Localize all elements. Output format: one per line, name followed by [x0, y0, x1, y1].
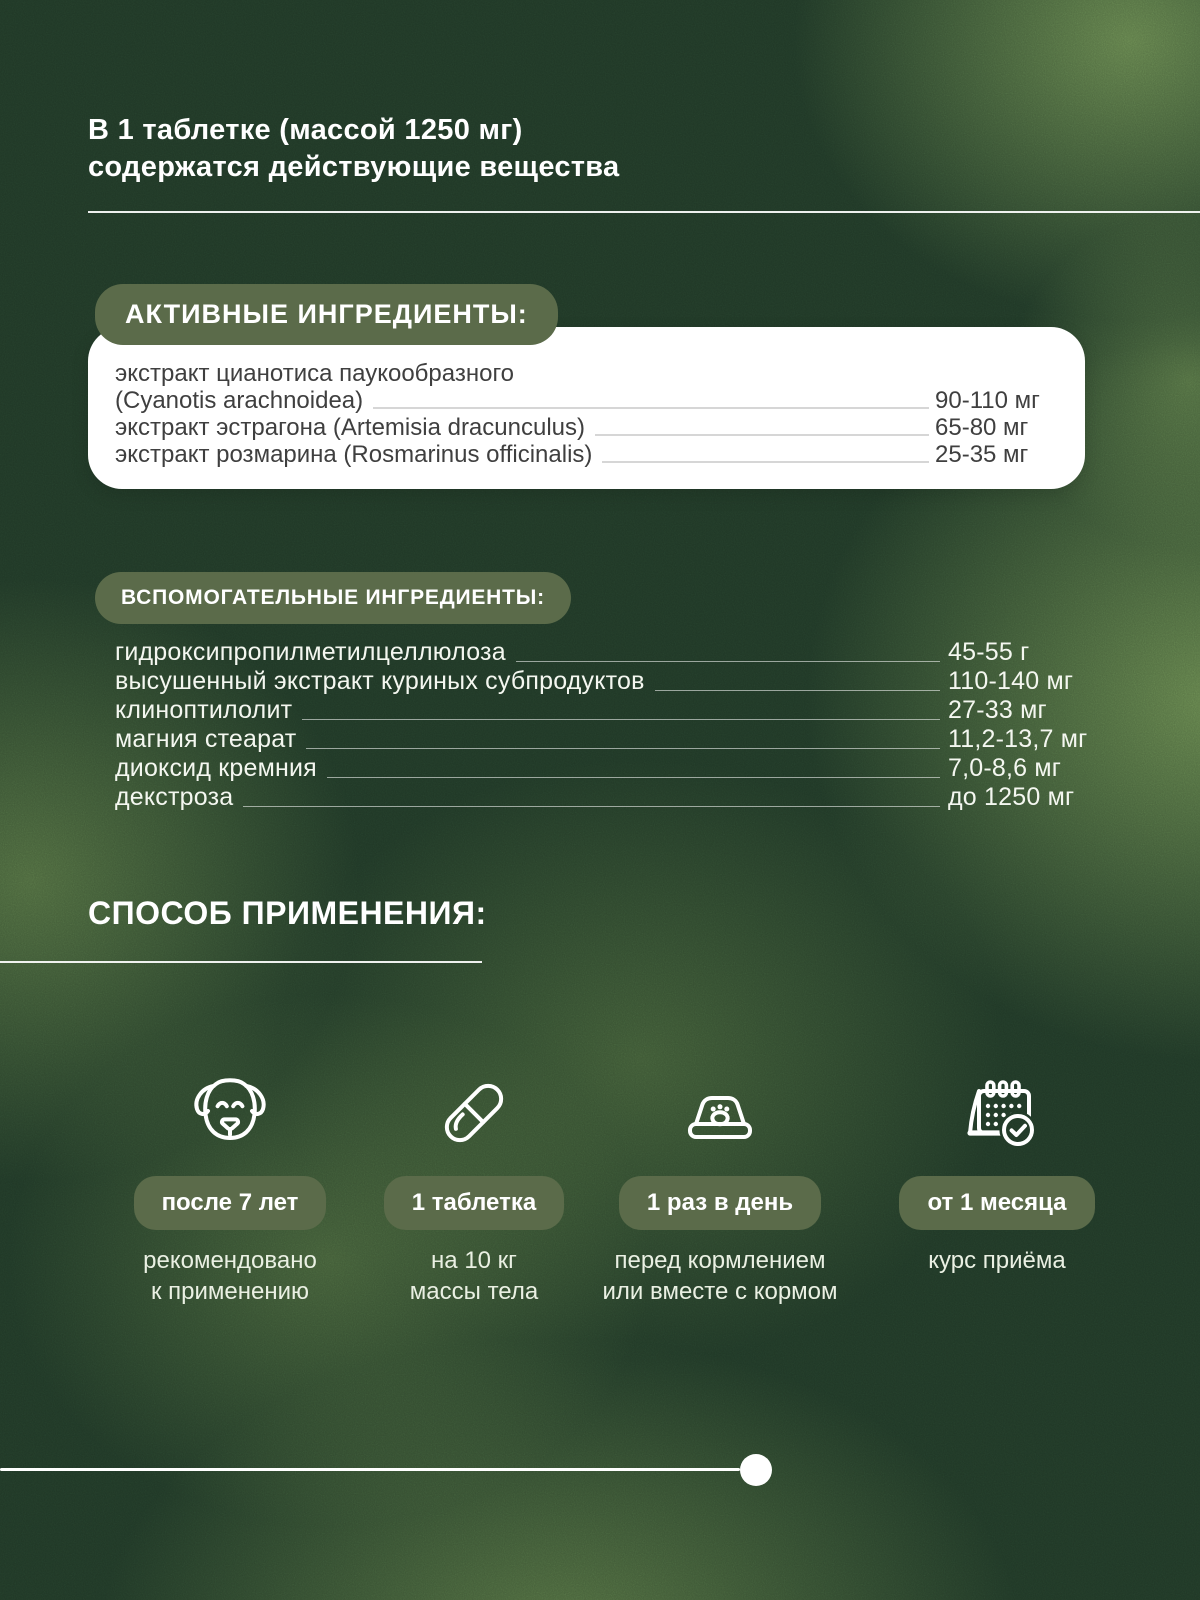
auxiliary-ingredients-badge: ВСПОМОГАТЕЛЬНЫЕ ИНГРЕДИЕНТЫ: — [95, 572, 571, 624]
ingredient-row — [115, 754, 1080, 783]
active-ingredients-list — [115, 360, 1053, 468]
ingredient-name: диоксид кремния — [115, 754, 317, 782]
ingredient-name: экстракт розмарина (Rosmarinus officinalis) — [115, 441, 593, 468]
leader-line — [655, 690, 940, 691]
page-title — [88, 112, 619, 186]
leader-line — [306, 748, 940, 749]
page-title-line1: В 1 таблетке (массой 1250 мг) — [88, 114, 523, 146]
ingredient-value: 11,2-13,7 мг — [948, 725, 1088, 753]
leader-line — [327, 777, 940, 778]
page-title-line2: содержатся действующие вещества — [88, 151, 620, 183]
footer-dot — [740, 1454, 772, 1486]
usage-column-frequency — [595, 1062, 845, 1307]
usage-caption-frequency: перед кормлением или вместе с кормом — [602, 1247, 838, 1305]
ingredient-value: 65-80 мг — [935, 414, 1029, 441]
calendar-icon — [872, 1062, 1122, 1164]
ingredient-name: гидроксипропилметилцеллюлоза — [115, 638, 506, 666]
ingredient-value: 110-140 мг — [948, 667, 1074, 695]
leader-line — [302, 719, 940, 720]
ingredient-name: (Cyanotis arachnoidea) — [115, 387, 364, 414]
ingredient-name: магния стеарат — [115, 725, 297, 753]
header-divider — [88, 211, 1200, 213]
ingredient-row — [115, 667, 1080, 696]
usage-badge-dose: 1 таблетка — [384, 1176, 564, 1230]
footer-line — [0, 1468, 740, 1471]
ingredient-value: до 1250 мг — [948, 783, 1075, 811]
ingredient-row — [115, 414, 1053, 441]
ingredient-value: 90-110 мг — [935, 387, 1040, 414]
usage-column-age — [105, 1062, 355, 1307]
ingredient-row — [115, 696, 1080, 725]
ingredient-name: клиноптилолит — [115, 696, 293, 724]
usage-badge-course: от 1 месяца — [899, 1176, 1094, 1230]
usage-divider — [0, 961, 482, 963]
active-ingredients-badge: АКТИВНЫЕ ИНГРЕДИЕНТЫ: — [95, 284, 558, 345]
leader-line — [602, 461, 929, 463]
usage-column-dose — [349, 1062, 599, 1307]
usage-badge-age: после 7 лет — [134, 1176, 327, 1230]
ingredient-name: экстракт эстрагона (Artemisia dracunculus) — [115, 414, 585, 441]
ingredient-row — [115, 725, 1088, 754]
leader-line — [516, 661, 940, 662]
usage-caption-dose: на 10 кг массы тела — [409, 1247, 539, 1305]
ingredient-name: высушенный экстракт куриных субпродуктов — [115, 667, 645, 695]
leader-line — [243, 806, 940, 807]
dog-icon — [105, 1062, 355, 1164]
auxiliary-ingredients-list — [115, 638, 1088, 812]
usage-column-course — [872, 1062, 1122, 1276]
ingredient-name: декстроза — [115, 783, 234, 811]
leader-line — [373, 407, 929, 409]
ingredient-row — [115, 441, 1053, 468]
ingredient-value: 7,0-8,6 мг — [948, 754, 1062, 782]
usage-badge-frequency: 1 раз в день — [619, 1176, 821, 1230]
ingredient-row — [115, 638, 1080, 667]
ingredient-value: 45-55 г — [948, 638, 1030, 666]
ingredient-row — [115, 387, 1053, 414]
ingredient-value: 27-33 мг — [948, 696, 1047, 724]
pill-icon — [349, 1062, 599, 1164]
ingredient-name: экстракт цианотиса паукообразного — [115, 360, 515, 387]
leader-line — [595, 434, 929, 436]
active-ingredients-card — [88, 327, 1085, 489]
ingredient-value: 25-35 мг — [935, 441, 1029, 468]
bowl-icon — [595, 1062, 845, 1164]
ingredient-row — [115, 783, 1080, 812]
usage-caption-age: рекомендовано к применению — [143, 1247, 317, 1305]
usage-title: СПОСОБ ПРИМЕНЕНИЯ: — [88, 895, 487, 931]
usage-caption-course: курс приёма — [928, 1247, 1066, 1274]
